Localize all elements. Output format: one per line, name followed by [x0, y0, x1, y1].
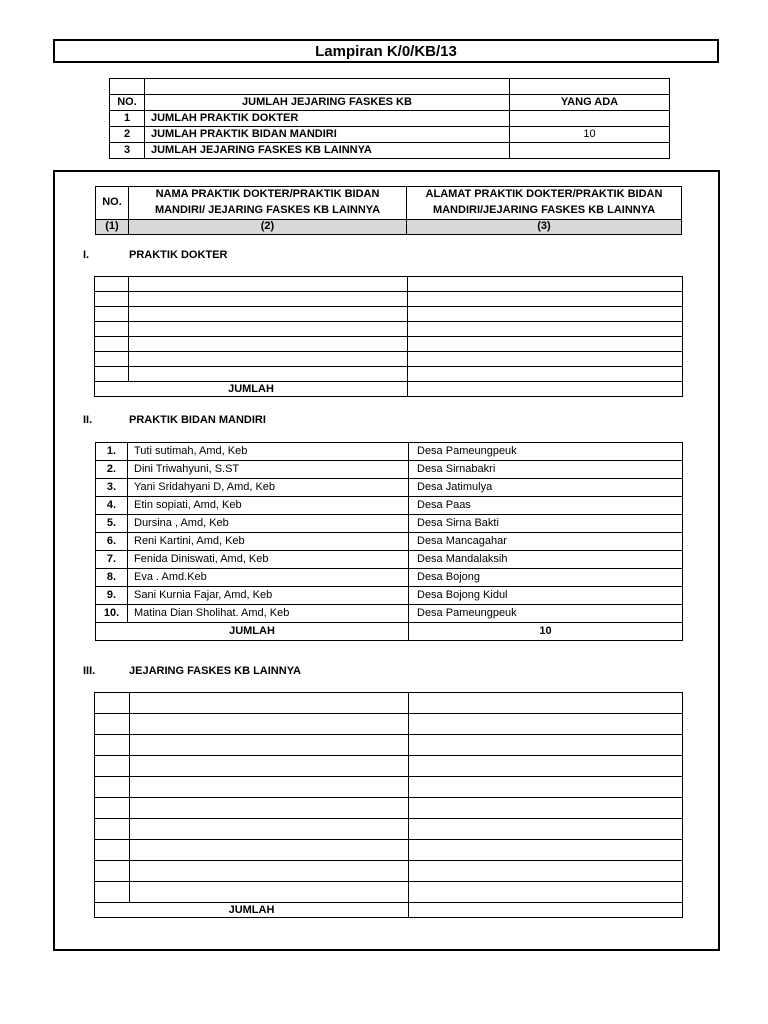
cell	[130, 882, 409, 903]
cell	[95, 861, 130, 882]
row-number: 3.	[96, 479, 128, 497]
cell	[130, 861, 409, 882]
row-name: Matina Dian Sholihat. Amd, Keb	[128, 605, 409, 623]
table-row	[95, 735, 683, 756]
section-title: JEJARING FASKES KB LAINNYA	[129, 665, 301, 677]
bidan-total-row	[96, 623, 683, 641]
summary-row	[110, 111, 670, 127]
cell	[408, 277, 683, 292]
table-row	[95, 307, 683, 322]
summary-row	[110, 143, 670, 159]
summary-row-no: 3	[110, 143, 145, 159]
table-row	[95, 798, 683, 819]
summary-row-label: JUMLAH PRAKTIK DOKTER	[145, 111, 510, 127]
table-row	[95, 882, 683, 903]
cell	[129, 277, 408, 292]
table-row	[95, 337, 683, 352]
summary-cell	[145, 79, 510, 95]
cell	[95, 819, 130, 840]
table-row	[95, 277, 683, 292]
row-name: Dini Triwahyuni, S.ST	[128, 461, 409, 479]
summary-header-row	[110, 95, 670, 111]
section-title: PRAKTIK BIDAN MANDIRI	[129, 414, 266, 426]
row-address: Desa Pameungpeuk	[409, 605, 683, 623]
cell	[130, 714, 409, 735]
summary-row	[110, 127, 670, 143]
detail-header-address: ALAMAT PRAKTIK DOKTER/PRAKTIK BIDAN MANDIRI/JEJARING FASKES KB LAINNYA	[407, 187, 682, 220]
table-row	[95, 777, 683, 798]
total-label: JUMLAH	[95, 382, 408, 397]
cell	[408, 292, 683, 307]
cell	[409, 693, 683, 714]
cell	[129, 337, 408, 352]
table-row	[96, 587, 683, 605]
cell	[409, 798, 683, 819]
row-address: Desa Pameungpeuk	[409, 443, 683, 461]
summary-row-label: JUMLAH JEJARING FASKES KB LAINNYA	[145, 143, 510, 159]
cell	[409, 777, 683, 798]
summary-row-value	[510, 111, 670, 127]
row-address: Desa Sirna Bakti	[409, 515, 683, 533]
row-name: Fenida Diniswati, Amd, Keb	[128, 551, 409, 569]
cell	[95, 882, 130, 903]
summary-header-value: YANG ADA	[510, 95, 670, 111]
row-name: Yani Sridahyani D, Amd, Keb	[128, 479, 409, 497]
table-row	[96, 515, 683, 533]
bidan-table	[95, 442, 683, 641]
cell	[95, 735, 130, 756]
cell	[408, 352, 683, 367]
cell	[95, 367, 129, 382]
summary-row-value: 10	[510, 127, 670, 143]
total-value: 10	[409, 623, 683, 641]
summary-cell	[110, 79, 145, 95]
cell	[130, 693, 409, 714]
row-address: Desa Paas	[409, 497, 683, 515]
cell	[409, 735, 683, 756]
cell	[95, 352, 129, 367]
cell	[408, 307, 683, 322]
cell	[95, 292, 129, 307]
row-number: 10.	[96, 605, 128, 623]
row-name: Reni Kartini, Amd, Keb	[128, 533, 409, 551]
row-number: 7.	[96, 551, 128, 569]
total-label: JUMLAH	[96, 623, 409, 641]
detail-header-no: NO.	[96, 187, 129, 220]
table-row	[95, 840, 683, 861]
row-address: Desa Mandalaksih	[409, 551, 683, 569]
summary-row-label: JUMLAH PRAKTIK BIDAN MANDIRI	[145, 127, 510, 143]
document-title-text: Lampiran K/0/KB/13	[315, 42, 457, 60]
row-address: Desa Jatimulya	[409, 479, 683, 497]
table-row	[95, 861, 683, 882]
row-name: Sani Kurnia Fajar, Amd, Keb	[128, 587, 409, 605]
cell	[409, 861, 683, 882]
row-number: 2.	[96, 461, 128, 479]
detail-header-name: NAMA PRAKTIK DOKTER/PRAKTIK BIDAN MANDIRI/ JEJARING FASKES KB LAINNYA	[129, 187, 407, 220]
cell	[95, 307, 129, 322]
column-number-2: (2)	[129, 219, 407, 234]
table-row	[95, 367, 683, 382]
cell	[408, 337, 683, 352]
cell	[95, 322, 129, 337]
column-number-3: (3)	[407, 219, 682, 234]
cell	[129, 367, 408, 382]
row-address: Desa Sirnabakri	[409, 461, 683, 479]
cell	[130, 735, 409, 756]
table-row	[95, 714, 683, 735]
summary-header-name: JUMLAH JEJARING FASKES KB	[145, 95, 510, 111]
cell	[95, 756, 130, 777]
row-address: Desa Bojong Kidul	[409, 587, 683, 605]
row-number: 9.	[96, 587, 128, 605]
row-name: Etin sopiati, Amd, Keb	[128, 497, 409, 515]
row-number: 4.	[96, 497, 128, 515]
cell	[129, 352, 408, 367]
summary-row-no: 2	[110, 127, 145, 143]
cell	[129, 307, 408, 322]
cell	[409, 840, 683, 861]
table-row	[95, 322, 683, 337]
total-label: JUMLAH	[95, 903, 409, 918]
table-row	[95, 352, 683, 367]
section-title: PRAKTIK DOKTER	[129, 249, 228, 261]
cell	[95, 337, 129, 352]
table-row	[96, 569, 683, 587]
section-roman: III.	[83, 665, 96, 677]
row-number: 5.	[96, 515, 128, 533]
cell	[408, 367, 683, 382]
table-row	[96, 461, 683, 479]
total-value	[409, 903, 683, 918]
summary-blank-row	[110, 79, 670, 95]
row-address: Desa Bojong	[409, 569, 683, 587]
cell	[130, 798, 409, 819]
cell	[409, 819, 683, 840]
row-number: 1.	[96, 443, 128, 461]
detail-column-number-row	[96, 219, 682, 234]
cell	[130, 777, 409, 798]
detail-header-row	[96, 187, 682, 220]
cell	[129, 322, 408, 337]
table-row	[95, 756, 683, 777]
summary-table	[109, 78, 670, 159]
cell	[95, 798, 130, 819]
section-roman: II.	[83, 414, 93, 426]
detail-header-table	[95, 186, 682, 235]
table-row	[95, 292, 683, 307]
summary-cell	[510, 79, 670, 95]
lainnya-table	[94, 692, 683, 918]
cell	[409, 882, 683, 903]
dokter-table	[94, 276, 683, 397]
row-address: Desa Mancagahar	[409, 533, 683, 551]
table-row	[96, 533, 683, 551]
cell	[408, 322, 683, 337]
lainnya-total-row	[95, 903, 683, 918]
document-title	[53, 39, 719, 63]
cell	[129, 292, 408, 307]
summary-row-value	[510, 143, 670, 159]
row-name: Dursina , Amd, Keb	[128, 515, 409, 533]
section-roman: I.	[83, 249, 90, 261]
row-name: Tuti sutimah, Amd, Keb	[128, 443, 409, 461]
total-value	[408, 382, 683, 397]
cell	[409, 714, 683, 735]
row-number: 6.	[96, 533, 128, 551]
summary-row-no: 1	[110, 111, 145, 127]
table-row	[95, 693, 683, 714]
table-row	[96, 497, 683, 515]
table-row	[96, 479, 683, 497]
dokter-total-row	[95, 382, 683, 397]
cell	[130, 819, 409, 840]
cell	[95, 840, 130, 861]
column-number-1: (1)	[96, 219, 129, 234]
summary-header-no: NO.	[110, 95, 145, 111]
table-row	[96, 551, 683, 569]
cell	[95, 693, 130, 714]
table-row	[96, 605, 683, 623]
row-number: 8.	[96, 569, 128, 587]
cell	[130, 840, 409, 861]
cell	[95, 277, 129, 292]
cell	[95, 714, 130, 735]
cell	[95, 777, 130, 798]
cell	[130, 756, 409, 777]
row-name: Eva . Amd.Keb	[128, 569, 409, 587]
cell	[409, 756, 683, 777]
table-row	[96, 443, 683, 461]
table-row	[95, 819, 683, 840]
